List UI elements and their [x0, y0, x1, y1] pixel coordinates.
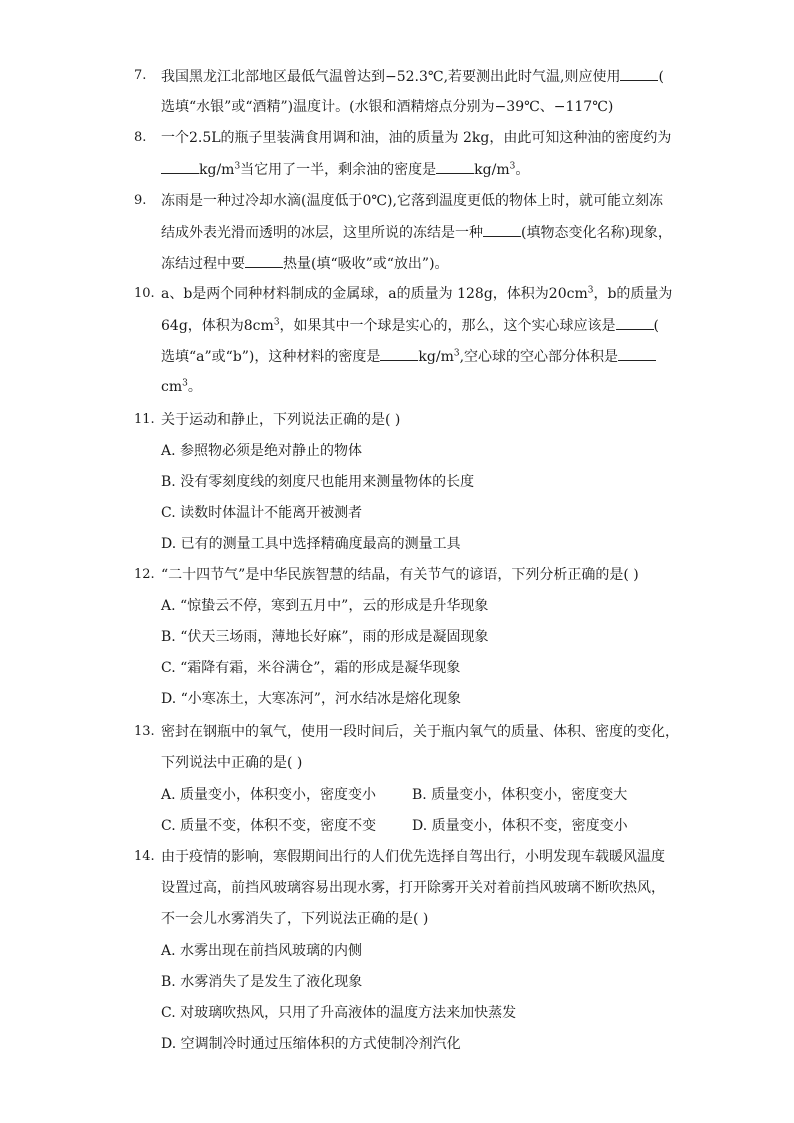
superscript: 3 [509, 161, 516, 172]
question-number: 7. [134, 68, 147, 83]
option[interactable]: A. “惊蛰云不停，寒到五月中”，云的形成是升华现象 [161, 598, 489, 614]
option[interactable]: A. 质量变小，体积变小，密度变小 [161, 787, 377, 803]
question-7-line-1 [161, 66, 664, 87]
question-number: 11. [134, 412, 155, 427]
unit: kg/m [474, 162, 510, 178]
text: ，b的质量为 [593, 286, 673, 302]
option[interactable]: D. 质量变小，体积不变，密度变小 [412, 818, 628, 834]
text: ( [653, 318, 660, 334]
answer-blank[interactable] [616, 315, 654, 330]
option[interactable]: C. “霜降有霜，米谷满仓”，霜的形成是凝华现象 [161, 660, 461, 676]
question-number: 12. [134, 567, 155, 582]
question-8-line-1: 一个2.5L的瓶子里装满食用调和油，油的质量为 2kg，由此可知这种油的密度约为 [161, 130, 672, 146]
text: 。 [515, 162, 530, 178]
question-14-stem-line: 由于疫情的影响，寒假期间出行的人们优先选择自驾出行，小明发现车载暖风温度 [161, 849, 665, 865]
text: (填物态变化名称)现象， [521, 225, 672, 241]
option[interactable]: C. 读数时体温计不能离开被测者 [161, 505, 363, 521]
question-number: 9. [134, 193, 147, 208]
option[interactable]: D. “小寒冻土，大寒冻河”，河水结冰是熔化现象 [161, 691, 461, 707]
unit: kg/m [199, 162, 235, 178]
question-7-line-2: 选填“水银”或“酒精”)温度计。(水银和酒精熔点分别为−39℃、−117℃) [161, 99, 614, 115]
option[interactable]: D. 空调制冷时通过压缩体积的方式使制冷剂汽化 [161, 1036, 461, 1052]
question-8-line-2 [161, 159, 529, 180]
option[interactable]: B. 没有零刻度线的刻度尺也能用来测量物体的长度 [161, 474, 475, 490]
unit: cm [161, 379, 183, 395]
answer-blank[interactable] [620, 66, 658, 81]
question-number: 14. [134, 849, 155, 864]
text: 结成外表光滑而透明的冰层，这里所说的冻结是一种 [161, 225, 483, 241]
text: 。 [187, 379, 202, 395]
option[interactable]: A. 水雾出现在前挡风玻璃的内侧 [161, 943, 363, 959]
unit: kg/m [418, 349, 454, 365]
answer-blank[interactable] [436, 159, 474, 174]
text: a、b是两个同种材料制成的金属球，a的质量为 128g，体积为20cm [161, 286, 588, 302]
text: 64g，体积为8cm [161, 318, 274, 334]
text: ( [658, 69, 664, 85]
text: 热量(填“吸收”或“放出”)。 [283, 256, 449, 272]
answer-blank[interactable] [161, 159, 199, 174]
question-14-stem-line: 设置过高，前挡风玻璃容易出现水雾，打开除雾开关对着前挡风玻璃不断吹热风， [161, 880, 665, 896]
option[interactable]: B. 水雾消失了是发生了液化现象 [161, 974, 363, 990]
superscript: 3 [234, 161, 241, 172]
question-9-line-1: 冻雨是一种过冷却水滴(温度低于0℃),它落到温度更低的物体上时，就可能立刻冻 [161, 193, 663, 209]
text: 选填“a”或“b”)，这种材料的密度是 [161, 349, 381, 365]
option[interactable]: C. 质量不变，体积不变，密度不变 [161, 818, 377, 834]
option[interactable]: A. 参照物必须是绝对静止的物体 [161, 443, 363, 459]
question-12-stem: “二十四节气”是中华民族智慧的结晶，有关节气的谚语，下列分析正确的是( ) [161, 567, 639, 583]
question-9-line-2 [161, 222, 672, 243]
superscript: 3 [182, 378, 188, 389]
question-14-stem-line: 不一会儿水雾消失了，下列说法正确的是( ) [161, 911, 429, 927]
answer-blank[interactable] [618, 346, 656, 361]
question-number: 10. [134, 286, 155, 301]
superscript: 3 [453, 348, 460, 359]
superscript: 3 [587, 285, 594, 296]
option[interactable]: B. “伏天三场雨，薄地长好麻”，雨的形成是凝固现象 [161, 629, 489, 645]
superscript: 3 [273, 317, 280, 328]
answer-blank[interactable] [245, 253, 283, 268]
question-10-line-2 [161, 315, 659, 336]
text: 我国黑龙江北部地区最低气温曾达到−52.3℃,若要测出此时气温,则应使用 [161, 69, 621, 85]
text: ,空心球的空心部分体积是 [459, 349, 619, 365]
answer-blank[interactable] [380, 346, 418, 361]
option[interactable]: B. 质量变小，体积变小，密度变大 [412, 787, 628, 803]
answer-blank[interactable] [483, 222, 521, 237]
text: ，如果其中一个球是实心的，那么，这个实心球应该是 [279, 318, 616, 334]
question-11-stem: 关于运动和静止，下列说法正确的是( ) [161, 412, 401, 428]
option[interactable]: C. 对玻璃吹热风，只用了升高液体的温度方法来加快蒸发 [161, 1005, 517, 1021]
text: 当它用了一半，剩余油的密度是 [240, 162, 437, 178]
question-13-stem-line: 密封在钢瓶中的氧气，使用一段时间后，关于瓶内氧气的质量、体积、密度的变化， [161, 724, 679, 740]
question-number: 13. [134, 724, 155, 739]
option[interactable]: D. 已有的测量工具中选择精确度最高的测量工具 [161, 536, 461, 552]
question-10-line-1 [161, 284, 672, 304]
question-10-line-3 [161, 346, 656, 367]
question-10-line-4 [161, 377, 202, 397]
question-number: 8. [134, 130, 147, 145]
question-9-line-3 [161, 253, 449, 274]
question-13-stem-line: 下列说法中正确的是( ) [161, 755, 303, 771]
text: 冻结过程中要 [161, 256, 245, 272]
